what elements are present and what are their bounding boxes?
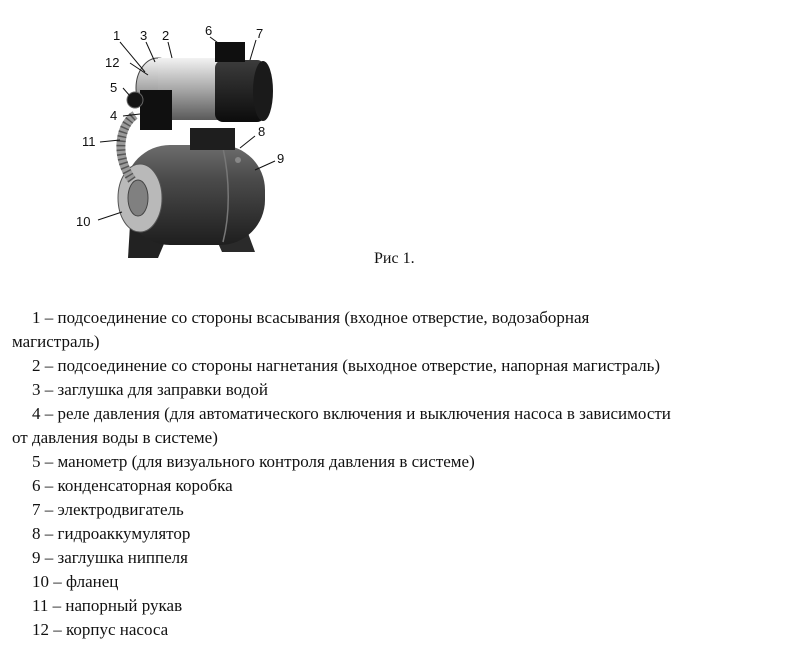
pressure-gauge (127, 92, 143, 108)
legend-item-1-cont: магистраль) (12, 332, 100, 351)
motor-end-cap (253, 61, 273, 121)
callout-11: 11 (82, 134, 96, 149)
figure-caption: Рис 1. (374, 250, 415, 267)
legend-item-11: 11 – напорный рукав (32, 596, 183, 615)
pump-bracket (190, 128, 235, 150)
legend-item-1: 1 – подсоединение со стороны всасывания (входное отверстие, водозаборная (32, 308, 590, 327)
legend-item-4-cont: от давления воды в системе) (12, 428, 218, 447)
capacitor-box (215, 42, 245, 62)
callout-5: 5 (110, 80, 118, 95)
callout-7: 7 (256, 26, 264, 41)
legend-item-12: 12 – корпус насоса (32, 620, 169, 639)
callout-1: 1 (113, 28, 121, 43)
legend-item-4: 4 – реле давления (для автоматического включения и выключения насоса в зависимости (32, 404, 671, 423)
legend-item-6: 6 – конденсаторная коробка (32, 476, 233, 495)
callout-9: 9 (277, 151, 285, 166)
callout-2: 2 (162, 28, 170, 43)
flange-center (128, 180, 148, 216)
legend-item-8: 8 – гидроаккумулятор (32, 524, 191, 543)
callout-8: 8 (258, 124, 266, 139)
callout-3: 3 (140, 28, 148, 43)
pressure-switch (140, 90, 172, 130)
legend-item-9: 9 – заглушка ниппеля (32, 548, 188, 567)
callout-6: 6 (205, 23, 213, 38)
parts-legend (12, 306, 808, 642)
legend-item-5: 5 – манометр (для визуального контроля давления в системе) (32, 452, 475, 471)
callout-12: 12 (105, 55, 120, 70)
nipple-plug (235, 157, 241, 163)
legend-item-10: 10 – фланец (32, 572, 119, 591)
pump-station-figure (60, 20, 310, 275)
pump-illustration (60, 20, 310, 275)
callout-10: 10 (76, 214, 91, 229)
legend-item-2: 2 – подсоединение со стороны нагнетания (выходное отверстие, напорная магистраль) (32, 356, 661, 375)
callout-4: 4 (110, 108, 118, 123)
legend-item-7: 7 – электродвигатель (32, 500, 184, 519)
legend-item-3: 3 – заглушка для заправки водой (32, 380, 268, 399)
